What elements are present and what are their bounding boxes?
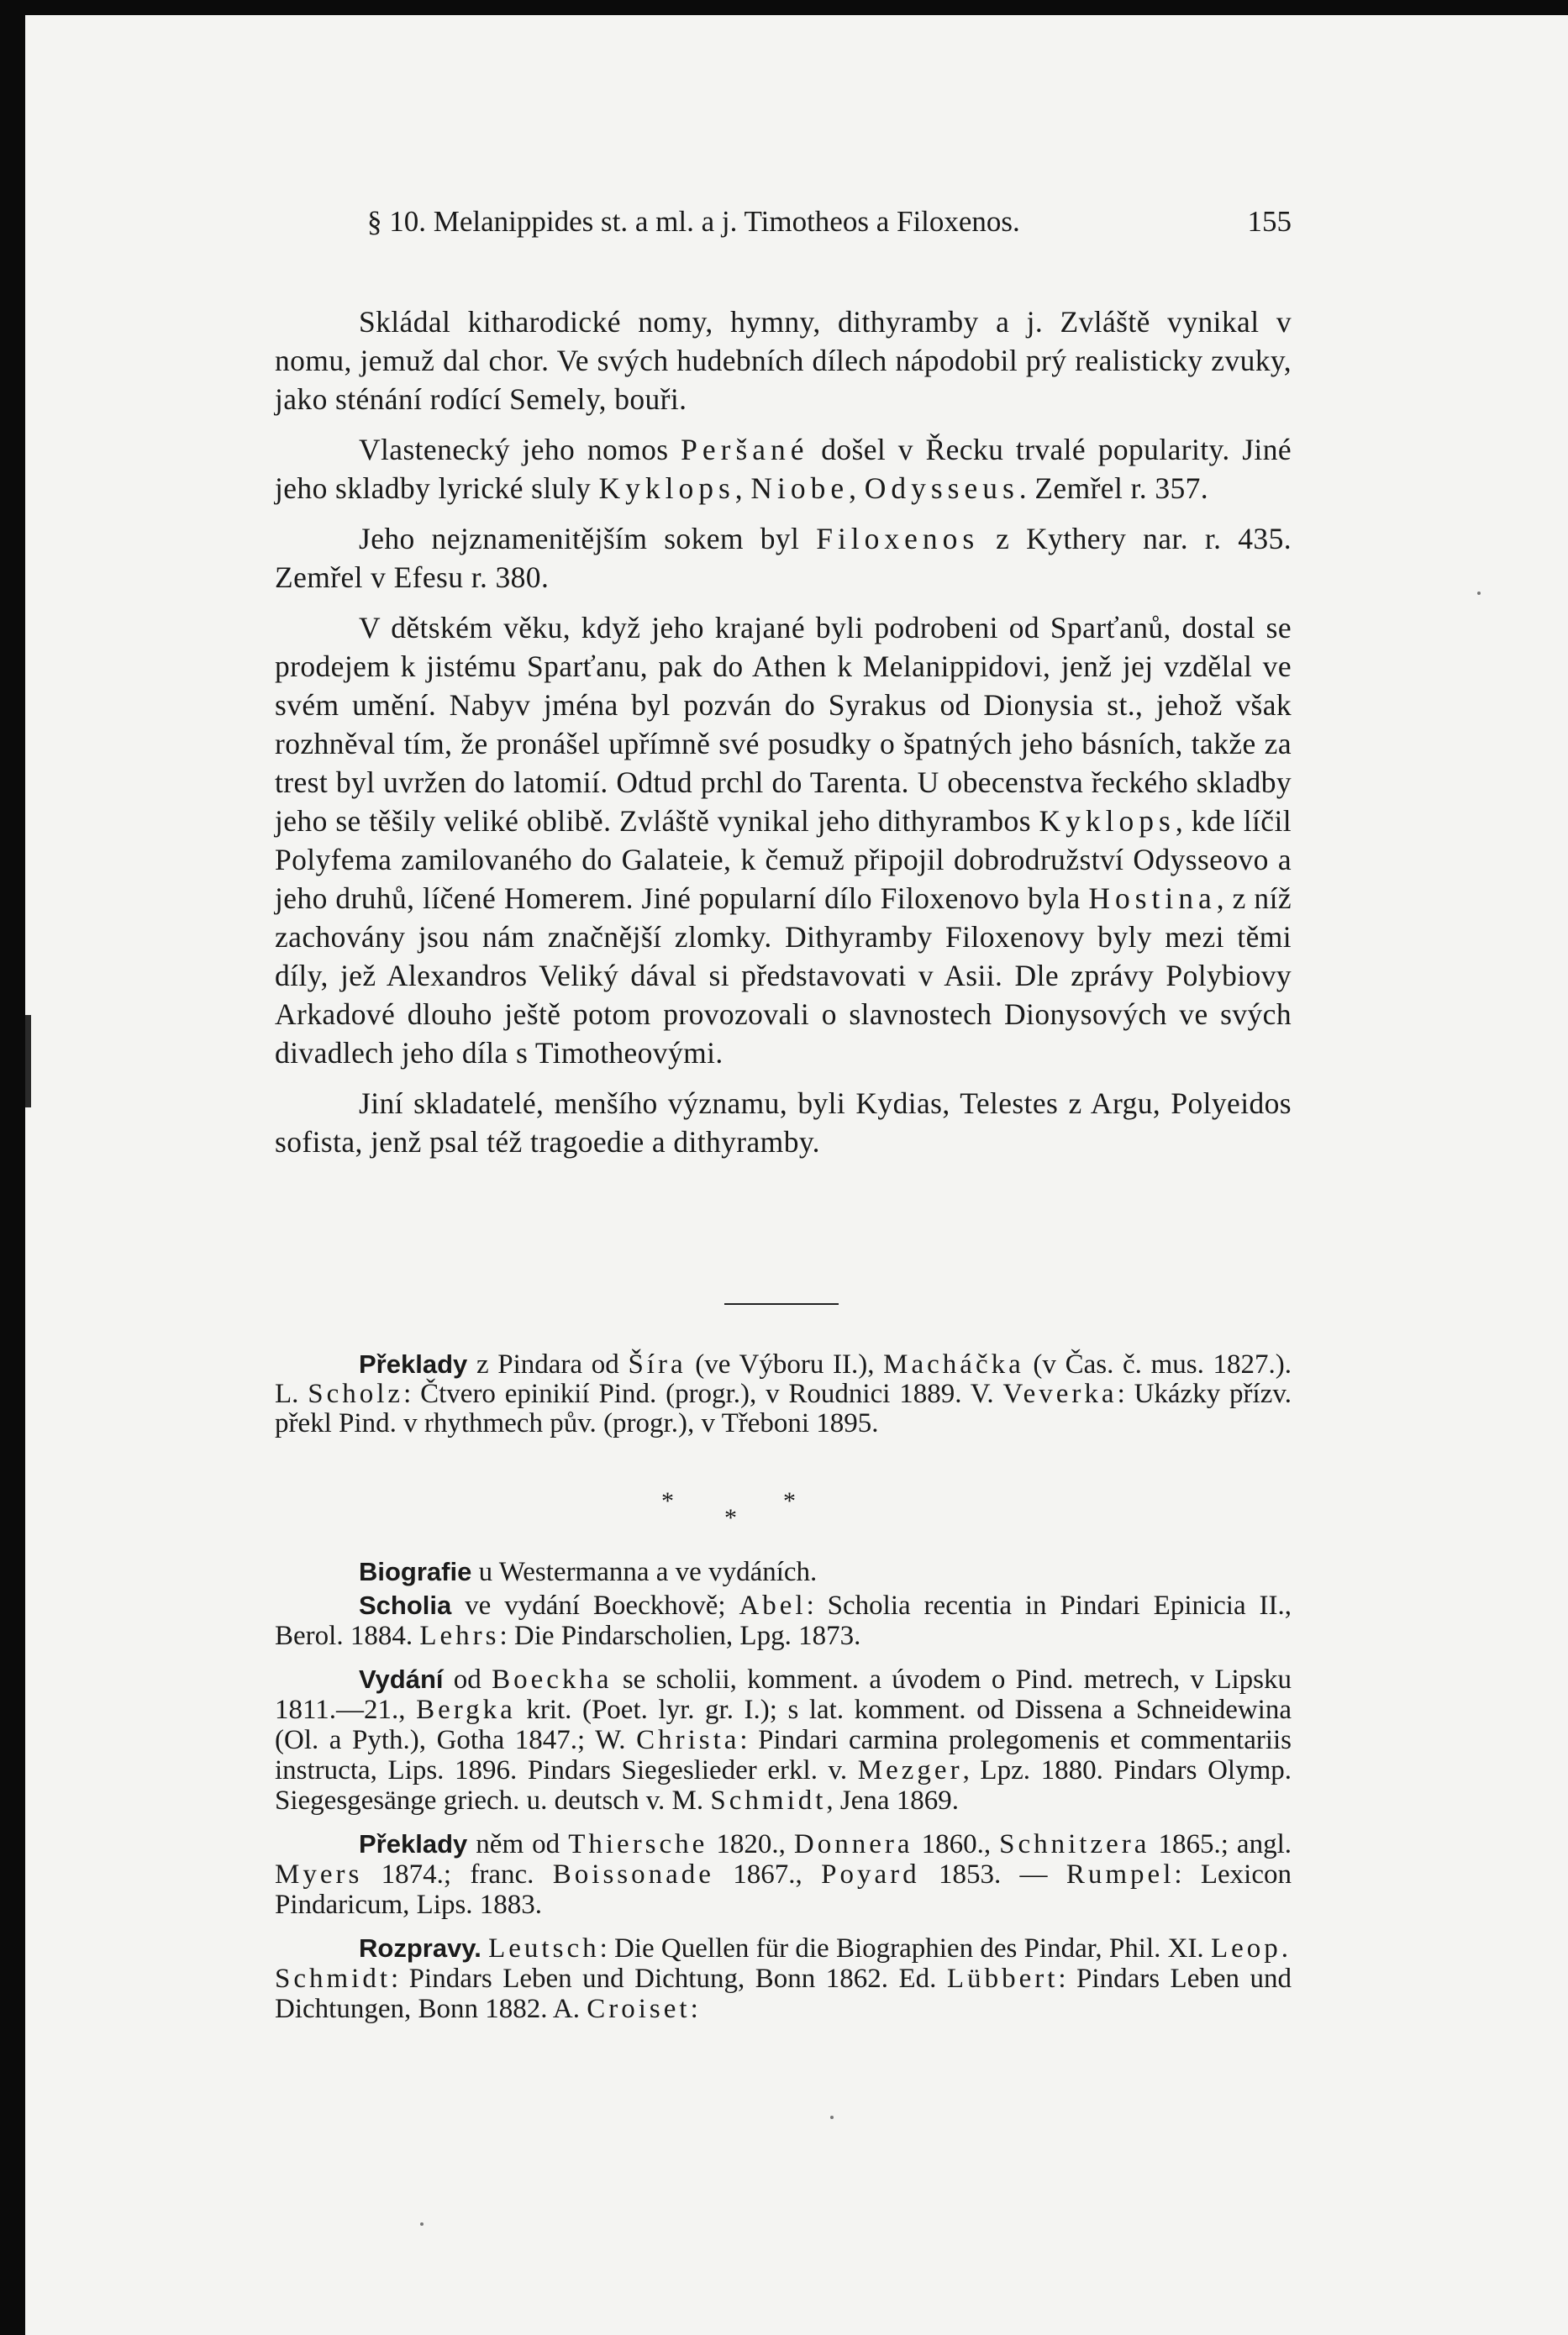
keyword: Vydání	[359, 1664, 444, 1694]
paragraph	[275, 1664, 1292, 1816]
spaced-name: Myers	[275, 1859, 363, 1890]
spaced-name: Mezger	[857, 1755, 963, 1785]
running-title: § 10. Melanippides st. a ml. a j. Timotheos a Filoxenos.	[367, 205, 1020, 238]
paragraph	[275, 1933, 1292, 2024]
spaced-name: Croiset	[587, 1994, 691, 2024]
spaced-name: Lübbert	[946, 1964, 1059, 1994]
spaced-name: Bergka	[416, 1695, 516, 1725]
text-run: : Die Quellen für die Biographien des Pindar, Phil. XI.	[599, 1933, 1211, 1964]
text-run: . Zemřel r. 357.	[1018, 471, 1209, 505]
paragraph	[275, 519, 1292, 597]
paper-speck	[420, 2222, 424, 2226]
text-run: : Pindari carmina prolegomenis et commentariis instructa, Lips. 1896. Pindars Siegeslieder erkl. v.	[275, 1725, 1292, 1785]
keyword: Překlady	[359, 1829, 468, 1859]
paragraph	[275, 1591, 1292, 1651]
text-run: ,	[849, 471, 865, 505]
text-run: z Kythery nar. r. 435. Zemřel v Efesu r. 380.	[275, 522, 1292, 594]
spaced-name: Thiersche	[568, 1829, 708, 1859]
spaced-name: Poyard	[821, 1859, 920, 1890]
spaced-title: Peršané	[681, 433, 809, 466]
text-run: : Die Pindarscholien, Lpg. 1873.	[499, 1621, 861, 1651]
page-number: 155	[1247, 205, 1292, 238]
paragraph	[275, 430, 1292, 507]
keyword: Scholia	[359, 1591, 452, 1620]
text-run: krit. (Poet. lyr. gr. I.); s lat. komment. od Dissena a Schneidewina (Ol. a Pyth.), Gotha 1847.; W.	[275, 1695, 1292, 1755]
text-run: ,	[734, 471, 751, 505]
text-run: Vlastenecký jeho nomos	[359, 433, 681, 466]
paragraph: Skládal kitharodické nomy, hymny, dithyramby a j. Zvláště vynikal v nomu, jemuž dal chor. Ve svých hudebních dílech nápodobil prý realisticky zvuky, jako sténání rodící Semely, bouři.	[275, 305, 1292, 416]
text-run: něm od	[467, 1829, 569, 1859]
text-run: :	[690, 1994, 698, 2024]
text-run: : Čtvero epinikií Pind. (progr.), v Roudnici 1889. V.	[403, 1379, 1003, 1409]
text-run: : Ukázky přízv. překl Pind. v rhythmech pův. (progr.), v Třeboni 1895.	[275, 1379, 1292, 1438]
spaced-name: Boissonade	[552, 1859, 714, 1890]
spaced-name: Donnera	[793, 1829, 913, 1859]
spaced-title: Odysseus	[864, 471, 1019, 505]
book-page	[25, 15, 1568, 2335]
spaced-title: Kyklops	[598, 471, 735, 505]
text-run: (ve Výboru II.),	[686, 1349, 884, 1380]
text-run	[481, 1933, 488, 1964]
paragraph: Jiní skladatelé, menšího významu, byli Kydias, Telestes z Argu, Polyeidos sofista, jenž psal též tragoedie a dithyramby.	[275, 1086, 1292, 1159]
paper-speck	[1477, 592, 1481, 595]
binding-shadow	[25, 1015, 31, 1107]
paragraph	[275, 1829, 1292, 1920]
text-run: 1853. —	[919, 1859, 1066, 1890]
text-run: Jeho nejznamenitějším sokem byl	[359, 522, 817, 555]
spaced-name: Rumpel	[1066, 1859, 1175, 1890]
text-run: : Pindars Leben und Dichtungen, Bonn 1882. A.	[275, 1964, 1292, 2024]
spaced-name: Leutsch	[488, 1933, 600, 1964]
text-run: 1874.; franc.	[362, 1859, 553, 1890]
text-run: 1860.,	[913, 1829, 1000, 1859]
spaced-name: Schnitzera	[999, 1829, 1150, 1859]
text-run: : Pindars Leben und Dichtung, Bonn 1862. Ed.	[391, 1964, 947, 1994]
text-run: u Westermanna a ve vydáních.	[471, 1557, 818, 1587]
spaced-name: Lehrs	[419, 1621, 500, 1651]
asterisk: *	[724, 1504, 737, 1532]
asterisk: *	[783, 1487, 796, 1515]
spaced-name: Scholz	[308, 1379, 404, 1409]
spaced-name: Šíra	[628, 1349, 687, 1380]
text-run: od	[443, 1664, 492, 1695]
paragraph	[275, 1557, 1292, 1587]
main-text	[275, 302, 1292, 1173]
translations-note	[275, 1349, 1292, 1438]
spaced-name: Veverka	[1002, 1379, 1118, 1409]
spaced-name: Schmidt	[710, 1785, 827, 1816]
paper-speck	[830, 2116, 834, 2119]
text-run: došel v Řecku trvalé popularity. Jiné jeho skladby lyrické sluly	[275, 433, 1292, 505]
text-run: V dětském věku, když jeho krajané byli podrobeni od Sparťanů, dostal se prodejem k jistému Sparťanu, pak do Athen k Melanippidovi, jenž jej vzdělal ve svém umění. Nabyv jména byl pozván do Syrakus od Dionysia st., jehož však rozhněval tím, že pronášel upřímně své posudky o špatných jeho básních, takže za trest byl uvržen do latomií. Odtud prchl do Tarenta. U obecenstva řeckého skladby jeho se těšily veliké oblibě. Zvláště vynikal jeho dithyrambos	[275, 611, 1292, 838]
section-rule	[724, 1303, 839, 1305]
bibliography	[275, 1557, 1292, 2038]
text-run: se scholii, komment. a úvodem o Pind. metrech, v Lipsku 1811.—21.,	[275, 1664, 1292, 1725]
spaced-name: Macháčka	[883, 1349, 1024, 1380]
spaced-title: Niobe	[750, 471, 850, 505]
text-run: , Jena 1869.	[826, 1785, 960, 1816]
keyword: Rozpravy.	[359, 1933, 481, 1963]
text-run: , kde líčil Polyfema zamilovaného do Galateie, k čemuž připojil dobrodružství Odysseovo a jeho druhů, líčené Homerem. Jiné popularní dílo Filoxenovo byla	[275, 804, 1292, 915]
text-run: ve vydání Boeckhově;	[451, 1591, 739, 1621]
spaced-name: Abel	[739, 1591, 807, 1621]
spaced-name: Christa	[636, 1725, 740, 1755]
spaced-name: Filoxenos	[816, 522, 980, 555]
keyword: Překlady	[359, 1349, 468, 1379]
spaced-name: Boeckha	[492, 1664, 613, 1695]
text-run: : Lexicon Pindaricum, Lips. 1883.	[275, 1859, 1292, 1920]
spaced-title: Hostina	[1088, 881, 1217, 915]
text-run: (v Čas. č. mus. 1827.). L.	[275, 1349, 1292, 1409]
running-header	[275, 205, 1292, 239]
paragraph	[275, 1349, 1292, 1438]
text-run: 1820.,	[708, 1829, 794, 1859]
keyword: Biografie	[359, 1557, 472, 1586]
paragraph	[275, 608, 1292, 1072]
text-run: 1867.,	[713, 1859, 822, 1890]
asterisk: *	[661, 1487, 674, 1515]
text-run: , z níž zachovány jsou nám značnější zlomky. Dithyramby Filoxenovy byly mezi těmi díly, jež Alexandros Veliký dával si představovati v Asii. Dle zprávy Polybiovy Arkadové dlouho ještě potom provozovali o slavnostech Dionysových ve svých divadlech jeho díla s Timotheovými.	[275, 881, 1292, 1070]
spaced-title: Kyklops	[1039, 804, 1176, 838]
asterism	[275, 1487, 1292, 1538]
spaced-name: Leop. Schmidt	[275, 1933, 1292, 1994]
text-run: : Scholia recentia in Pindari Epinicia II., Berol. 1884.	[275, 1591, 1292, 1651]
text-run: , Lpz. 1880. Pindars Olymp. Siegesgesänge griech. u. deutsch v. M.	[275, 1755, 1292, 1816]
text-run: 1865.; angl.	[1150, 1829, 1292, 1859]
text-run: z Pindara od	[467, 1349, 629, 1380]
